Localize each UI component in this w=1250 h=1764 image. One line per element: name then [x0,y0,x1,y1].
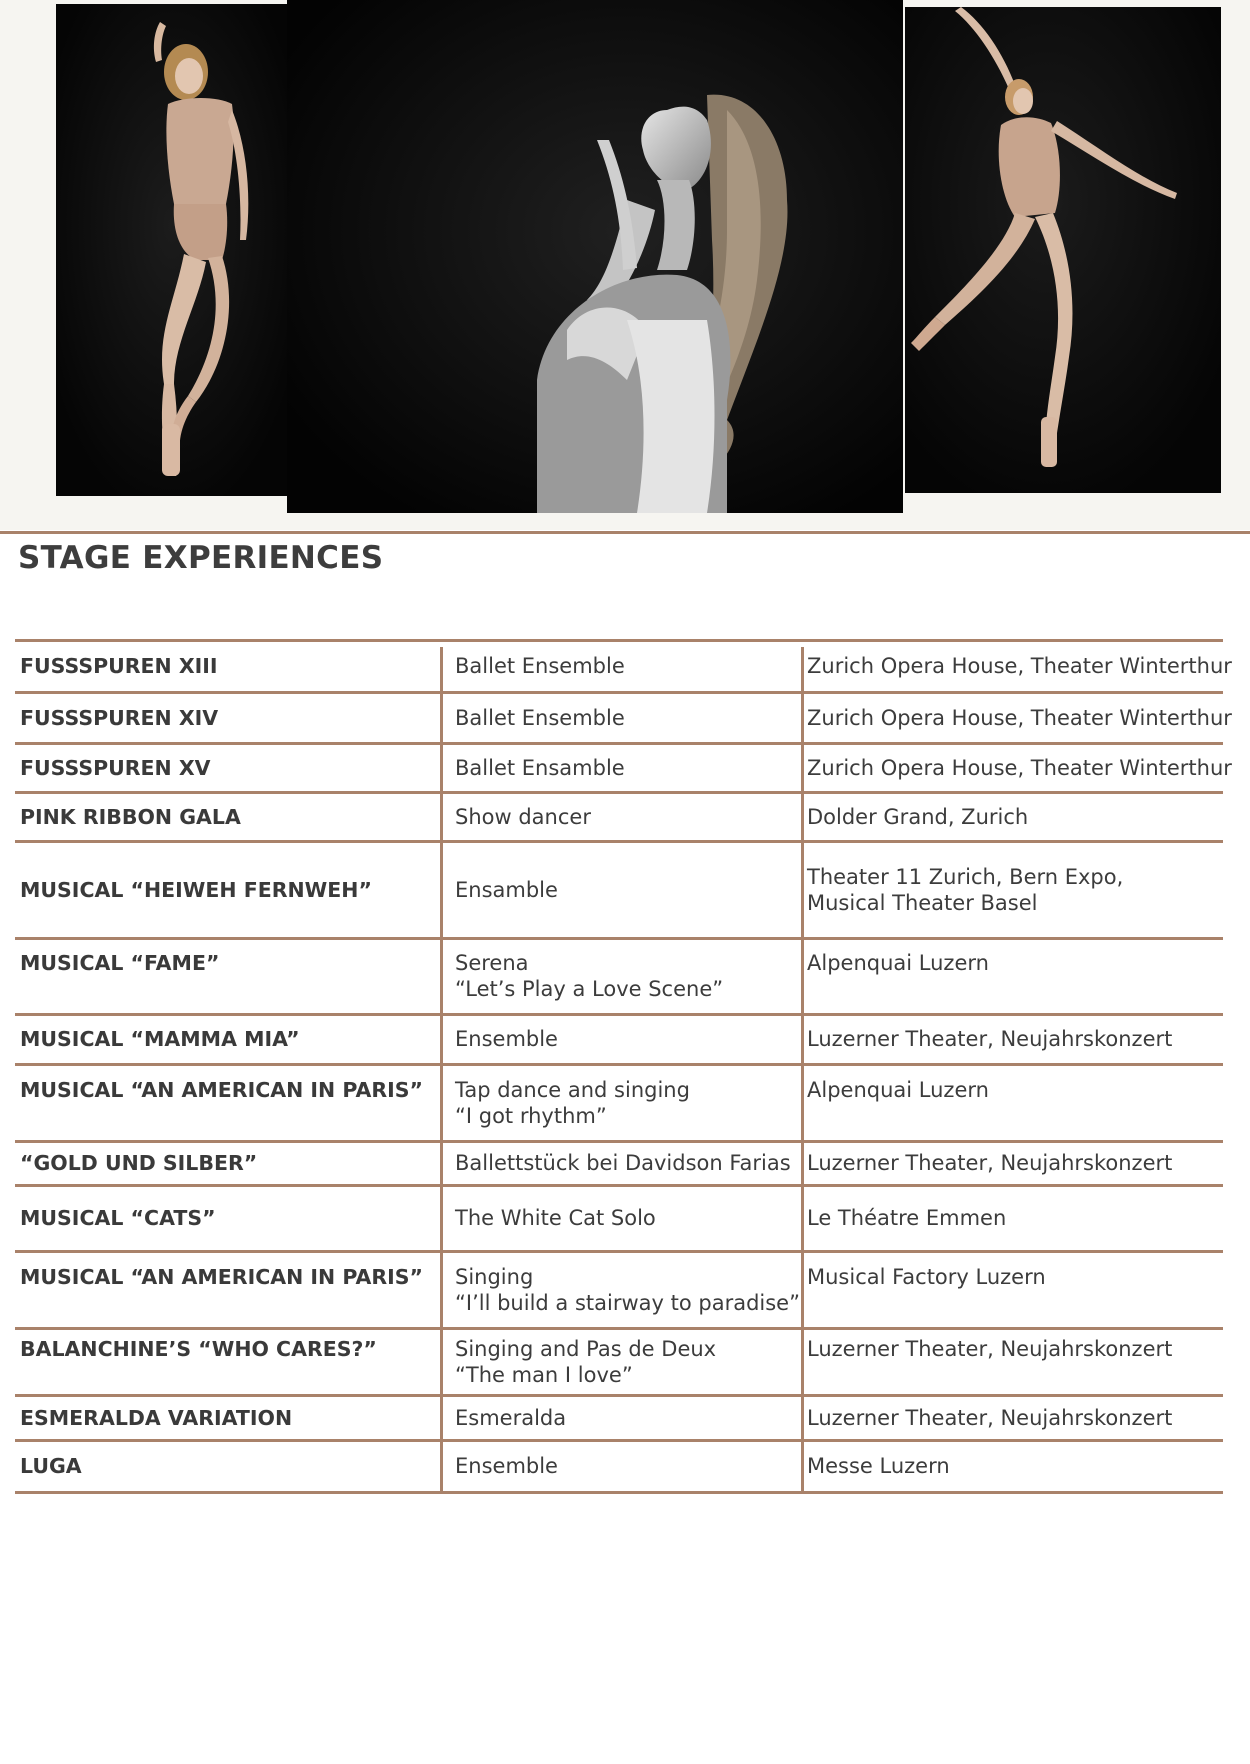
role-cell-text: Ensemble [455,1454,558,1478]
role-cell [455,653,625,679]
production-cell-text: MUSICAL “CATS” [20,1206,216,1230]
venue-cell [807,1077,989,1103]
venue-cell-text: Musical Theater Basel [807,891,1038,915]
role-cell-text: “I got rhythm” [455,1104,607,1128]
dancer-portrait-image [287,0,903,513]
venue-cell [807,950,989,976]
venue-cell-text: Musical Factory Luzern [807,1265,1046,1289]
production-cell [20,1205,216,1231]
production-cell-text: FUSSSPUREN XIV [20,706,219,730]
role-cell [455,950,723,1002]
table-row-divider [15,639,1223,642]
role-cell [455,1264,800,1316]
production-cell-text: “GOLD UND SILBER” [20,1151,258,1175]
production-cell [20,1453,82,1479]
production-cell-text: FUSSSPUREN XIII [20,654,218,678]
table-row-divider [15,1140,1223,1143]
role-cell [455,1205,656,1231]
role-cell [455,1336,716,1388]
role-cell-text: Show dancer [455,805,591,829]
venue-cell-text: Zurich Opera House, Theater Winterthur [807,654,1232,678]
production-cell-text: MUSICAL “AN AMERICAN IN PARIS” [20,1078,424,1102]
venue-cell-text: Theater 11 Zurich, Bern Expo, [807,865,1124,889]
venue-cell [807,1205,1006,1231]
venue-cell-text: Dolder Grand, Zurich [807,805,1029,829]
production-cell [20,1264,423,1290]
dancer-standing-photo [56,4,288,496]
dancer-standing-image [56,4,288,496]
table-row-divider [15,1439,1223,1442]
table-row-divider [15,1013,1223,1016]
production-cell-text: ESMERALDA VARIATION [20,1406,293,1430]
production-cell-text: MUSICAL “AN AMERICAN IN PARIS” [20,1265,424,1289]
venue-cell [807,705,1232,731]
table-column-divider [801,647,804,1491]
role-cell-text: Singing and Pas de Deux [455,1337,717,1361]
venue-cell [807,864,1123,916]
role-cell-text: “Let’s Play a Love Scene” [455,977,724,1001]
role-cell [455,755,625,781]
photo-strip [0,0,1250,530]
table-column-divider [440,647,443,1491]
table-row-divider [15,1394,1223,1397]
role-cell-text: “The man I love” [455,1363,633,1387]
role-cell [455,1077,690,1129]
venue-cell-text: Le Théatre Emmen [807,1206,1007,1230]
role-cell-text: Ballet Ensamble [455,756,625,780]
venue-cell [807,1453,950,1479]
production-cell-text: BALANCHINE’S “WHO CARES?” [20,1337,377,1361]
venue-cell [807,804,1028,830]
dancer-arabesque-image [905,7,1221,493]
production-cell [20,705,218,731]
venue-cell [807,653,1232,679]
table-row-divider [15,1184,1223,1187]
production-cell [20,1077,423,1103]
role-cell [455,804,591,830]
venue-cell-text: Luzerner Theater, Neujahrskonzert [807,1337,1173,1361]
venue-cell [807,1264,1046,1290]
production-cell-text: MUSICAL “HEIWEH FERNWEH” [20,878,372,902]
venue-cell [807,1405,1172,1431]
role-cell-text: “I’ll build a stairway to paradise” [455,1291,800,1315]
production-cell [20,1405,292,1431]
venue-cell [807,755,1232,781]
table-row-divider [15,1327,1223,1330]
venue-cell-text: Luzerner Theater, Neujahrskonzert [807,1027,1173,1051]
role-cell [455,1026,558,1052]
table-row-divider [15,1491,1223,1494]
venue-cell-text: Zurich Opera House, Theater Winterthur [807,706,1232,730]
role-cell-text: Ballet Ensemble [455,654,625,678]
role-cell [455,1150,791,1176]
role-cell-text: Ensamble [455,878,558,902]
table-row-divider [15,1063,1223,1066]
production-cell [20,653,218,679]
role-cell-text: Serena [455,951,529,975]
production-cell-text: PINK RIBBON GALA [20,805,241,829]
role-cell [455,1405,566,1431]
dancer-arabesque-photo [905,7,1221,493]
table-row-divider [15,840,1223,843]
venue-cell [807,1336,1172,1362]
production-cell [20,1026,300,1052]
production-cell [20,1150,257,1176]
production-cell-text: FUSSSPUREN XV [20,756,211,780]
production-cell [20,1336,377,1362]
venue-cell-text: Alpenquai Luzern [807,1078,989,1102]
production-cell-text: MUSICAL “FAME” [20,951,220,975]
role-cell-text: Ensemble [455,1027,558,1051]
role-cell-text: Ballet Ensemble [455,706,625,730]
role-cell-text: Ballettstück bei Davidson Farias [455,1151,791,1175]
venue-cell-text: Zurich Opera House, Theater Winterthur [807,756,1232,780]
production-cell [20,950,219,976]
role-cell [455,877,558,903]
role-cell-text: Esmeralda [455,1406,567,1430]
section-divider [0,531,1250,534]
table-row-divider [15,691,1223,694]
production-cell [20,755,211,781]
production-cell-text: MUSICAL “MAMMA MIA” [20,1027,300,1051]
role-cell-text: Tap dance and singing [455,1078,690,1102]
dancer-portrait-photo [287,0,903,513]
venue-cell-text: Luzerner Theater, Neujahrskonzert [807,1151,1173,1175]
role-cell [455,1453,558,1479]
production-cell [20,804,241,830]
venue-cell-text: Alpenquai Luzern [807,951,989,975]
role-cell [455,705,625,731]
table-row-divider [15,1250,1223,1253]
section-title: STAGE EXPERIENCES [18,540,384,576]
venue-cell-text: Luzerner Theater, Neujahrskonzert [807,1406,1173,1430]
role-cell-text: The White Cat Solo [455,1206,656,1230]
venue-cell [807,1026,1172,1052]
production-cell [20,877,372,903]
production-cell-text: LUGA [20,1454,82,1478]
table-row-divider [15,791,1223,794]
table-row-divider [15,937,1223,940]
venue-cell-text: Messe Luzern [807,1454,950,1478]
table-row-divider [15,742,1223,745]
role-cell-text: Singing [455,1265,534,1289]
venue-cell [807,1150,1172,1176]
